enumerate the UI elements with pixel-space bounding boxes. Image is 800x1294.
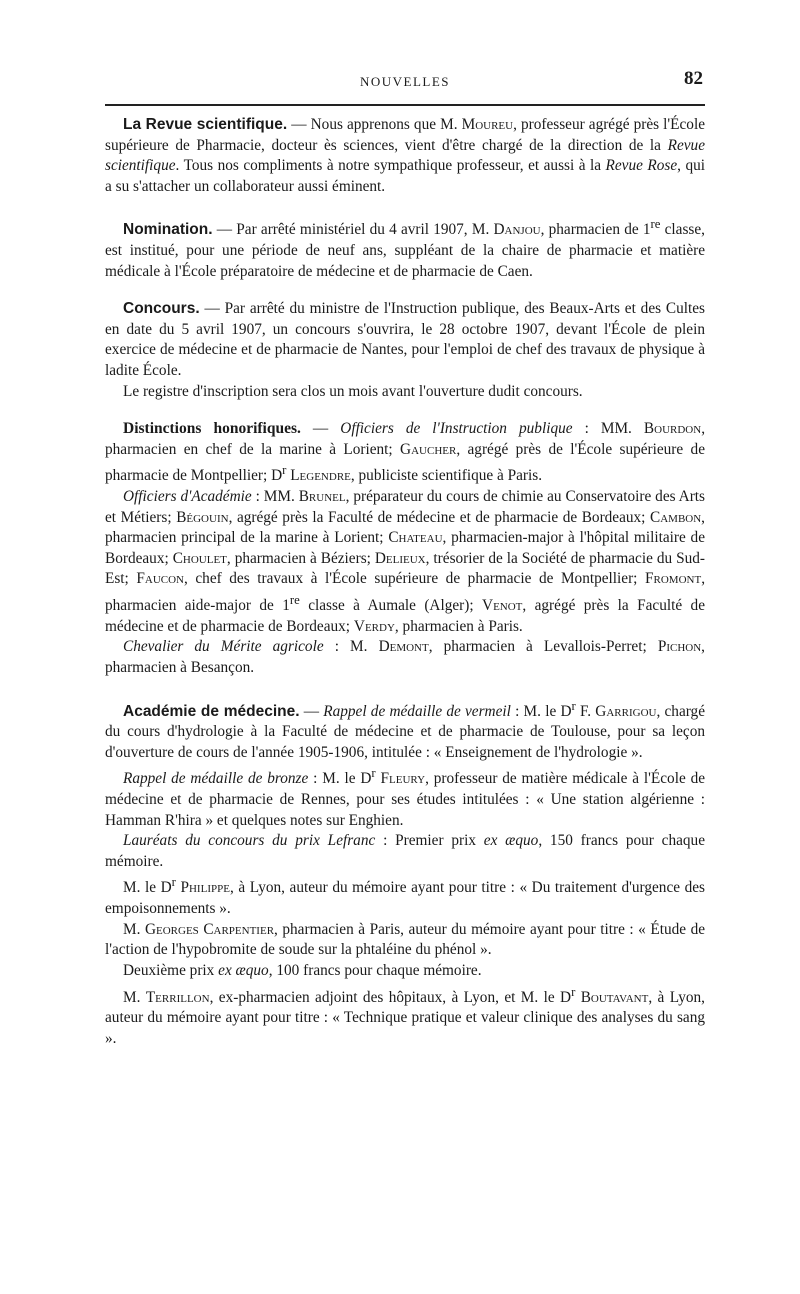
section-distinctions [105, 419, 705, 678]
section-heading: Concours. [123, 300, 200, 318]
distinction-label: Rappel de médaille de vermeil [323, 702, 511, 720]
paragraph: Concours. — Par arrêté du ministre de l'Instruction publique, des Beaux-Arts et des Cultes en date du 5 avril 1907, un concours s'ouvrira, le 28 octobre 1907, devant l'École de plein exercice de médecine et de pharmacie de Nantes, pour l'emploi de chef des travaux de physique à ladite École. [105, 300, 705, 380]
person-name: Philippe [180, 879, 230, 897]
paragraph: M. le $D^r$ Philippe, à Lyon, auteur du mémoire ayant pour titre : « Du traitement d'urgence des empoisonnements ». [105, 875, 705, 918]
person-name: Bourdon [643, 420, 702, 438]
person-name: Gaucher [400, 440, 457, 458]
person-name: Choulet [172, 549, 227, 567]
section-concours [105, 299, 705, 402]
paragraph: M. Terrillon, ex-pharmacien adjoint des hôpitaux, à Lyon, et M. le $D^r$ Boutavant, à Lyon, auteur du mémoire ayant pour titre : « Technique pratique et valeur clinique des analyses du sang ». [105, 984, 705, 1047]
paragraph: Deuxième prix ex æquo, 100 francs pour chaque mémoire. [123, 961, 482, 979]
paragraph: Rappel de médaille de bronze : M. le $D^r$ Fleury, professeur de matière médicale à l'École de médecine et de pharmacie de Rennes, pour ses études intitulées : « Une station algérienne : Hamman R'hira » et quelques notes sur Enghien. [105, 766, 706, 829]
distinction-label: Lauréats du concours du prix Lefranc [123, 832, 376, 850]
person-name: Delieux [374, 549, 426, 567]
paragraph: Officiers d'Académie : MM. Brunel, préparateur du cours de chimie au Conservatoire des Arts et Métiers; Bégouin, agrégé près la Faculté de médecine et de pharmacie de Bordeaux; Cambon, pharmacien principal de la marine à Lorient; Chateau, pharmacien-major à l'hôpital militaire de Bordeaux; Choulet, pharmacien à Béziers; Delieux, trésorier de la Société de pharmacie du Sud-Est; Faucon, chef des travaux à l'École supérieure de pharmacie de Montpellier; Fromont, pharmacien aide-major de 1re classe à Aumale (Alger); Venot, agrégé près la Faculté de médecine et de pharmacie de Bordeaux; Verdy, pharmacien à Paris. [105, 488, 706, 635]
person-name: Venot [482, 597, 523, 615]
paragraph: Académie de médecine. — Rappel de médaille de vermeil : M. le $D^r$ F. Garrigou, chargé du cours d'hydrologie à la Faculté de médecine et de pharmacie de Toulouse, pour sa leçon d'ouverture de cours de l'année 1905-1906, intitulée : « Enseignement de l'hydrologie ». [105, 698, 705, 761]
paragraph: Nomination. — Par arrêté ministériel du 4 avril 1907, M. Danjou, pharmacien de 1re classe, est institué, pour une période de neuf ans, suppléant de la chaire de pharmacie et matière médicale à l'École préparatoire de médecine et de pharmacie de Caen. [105, 217, 705, 280]
page-header [105, 68, 705, 92]
person-name: Pichon [657, 638, 702, 656]
paragraph: Chevalier du Mérite agricole : M. Demont, pharmacien à Levallois-Perret; Pichon, pharmacien à Besançon. [105, 638, 705, 676]
paragraph: M. Georges Carpentier, pharmacien à Paris, auteur du mémoire ayant pour titre : « Étude de l'action de l'hypobromite de soude sur la phtaléine du phénol ». [105, 920, 706, 959]
section-revue-scientifique [105, 115, 705, 197]
paragraph: Distinctions honorifiques. — Officiers de l'Instruction publique : MM. Bourdon, pharmacien en chef de la marine à Lorient; Gaucher, agrégé près de l'École supérieure de pharmacie de Montpellier; $D^r$ Legendre, publiciste scientifique à Paris. [105, 420, 706, 485]
running-title: NOUVELLES [359, 74, 451, 89]
paragraph: La Revue scientifique. — Nous apprenons que M. Moureu, professeur agrégé près l'École supérieure de Pharmacie, docteur ès sciences, vient d'être chargé de la direction de la Revue scientifique. Tous nos compliments à notre sympathique professeur, et aussi à la Revue Rose, qui a su s'attacher un collaborateur aussi éminent. [105, 116, 705, 195]
distinction-label: Chevalier du Mérite agricole [123, 638, 324, 656]
person-name: Terrillon [145, 988, 210, 1006]
person-name: Verdy [353, 617, 395, 635]
distinction-label: Officiers de l'Instruction publique [340, 420, 573, 438]
person-name: Danjou [493, 221, 541, 239]
person-name: Faucon [136, 570, 184, 588]
person-name: Boutavant [580, 988, 649, 1006]
person-name: Bégouin [176, 508, 229, 526]
person-name: Cambon [650, 508, 702, 526]
person-name: Demont [378, 638, 429, 656]
section-heading: Nomination. [123, 221, 213, 239]
person-name: Moureu [461, 116, 514, 133]
person-name: Brunel [298, 488, 346, 506]
journal-title: Revue Rose [605, 157, 678, 175]
paragraph: Lauréats du concours du prix Lefranc : Premier prix ex æquo, 150 francs pour chaque mémoire. [105, 832, 705, 870]
section-heading: Distinctions honorifiques. [123, 420, 301, 438]
person-name: Garrigou [595, 702, 657, 720]
person-name: Chateau [388, 529, 443, 547]
header-rule [105, 104, 705, 106]
article-body [105, 115, 705, 1066]
distinction-label: Officiers d'Académie [123, 488, 252, 506]
page-number: 82 [684, 68, 703, 89]
distinction-label: Rappel de médaille de bronze [123, 770, 309, 788]
section-heading: La Revue scientifique. [123, 116, 288, 133]
section-nomination [105, 214, 705, 282]
person-name: Fromont [645, 570, 702, 588]
person-name: Fleury [380, 770, 426, 788]
journal-title: Revue scientifique [105, 136, 705, 175]
person-name: Georges Carpentier [144, 920, 275, 938]
section-academie [105, 696, 705, 1050]
person-name: Legendre [290, 467, 351, 485]
section-heading: Académie de médecine. [123, 702, 300, 720]
paragraph: Le registre d'inscription sera clos un mois avant l'ouverture dudit concours. [123, 382, 583, 400]
